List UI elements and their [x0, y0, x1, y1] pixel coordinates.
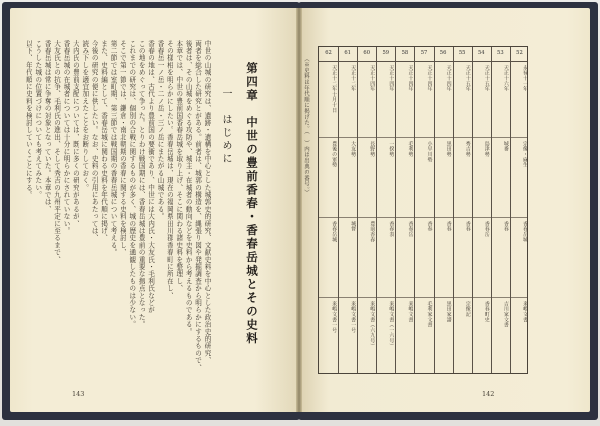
table-column-rule [376, 47, 377, 373]
table-row-rule [319, 217, 527, 218]
body-text-column: 大内氏の豊前支配については、既に多くの研究があるが、 [71, 40, 80, 228]
body-text-column: そこで第一節では、鎌倉・南北朝期の香春に関する史料を検討し、 [118, 40, 127, 256]
table-cell: 香春 [464, 221, 471, 232]
table-cell: 島津勢 [483, 141, 490, 157]
table-column-rule [414, 47, 415, 373]
table-column-rule [453, 47, 454, 373]
body-text-column: この地をめぐって争った。とりわけ戦国期には、香春岳城は豊前の重要な拠点となった。 [137, 40, 146, 328]
table-cell: 小早川勢 [426, 141, 433, 163]
table-cell: 天正十二年十月十日 [331, 65, 338, 113]
page-number-left: 143 [72, 390, 85, 398]
table-header-number: 57 [420, 50, 428, 56]
table-column-rule [395, 47, 396, 373]
body-text-column: 香春の地は、古代より豊前国の要衝であり、中世には大内氏・大友氏・毛利氏などが [146, 40, 155, 314]
page-number-right: 142 [482, 390, 495, 398]
table-row-rule [319, 297, 527, 298]
table-cell: 秀吉勢 [464, 141, 471, 157]
table-cell: 来嶋文書一号 [350, 301, 357, 333]
body-text-column: 香春岳城は常に争奪の対象となっていた。本章では、 [43, 40, 52, 213]
body-text-column: これまでの研究は、個別の合戦に関するものが多く、城の歴史を通観したものは少ない。 [127, 40, 136, 328]
table-cell: 天正十四年 [388, 65, 395, 92]
table-cell: 来嶋文書（一六号） [388, 301, 395, 349]
table-header-number: 54 [477, 50, 485, 56]
table-column-rule [338, 47, 339, 373]
body-text-column: また、史料編として、香春岳城に関わる史料を年代順に掲げ、 [99, 40, 108, 242]
table-column-rule [510, 47, 511, 373]
table-cell: 来嶋文書 [521, 301, 528, 323]
table-header-number: 52 [516, 50, 523, 56]
table-cell: 吉川家文書 [502, 301, 509, 328]
table-cell: 毛利勢 [407, 141, 414, 157]
table-cell: 天正十四年 [369, 65, 376, 92]
table-row-rule [319, 137, 527, 138]
body-text-column: 本章では、中世の豊前国香春岳城を取り上げ、そこに関わる諸史料を整理し、 [174, 40, 183, 292]
table-cell: 天正十五年 [464, 65, 471, 92]
table-cell: 天正十二年 [350, 65, 357, 92]
body-text-column: その様相を明らかにしたい。香春岳城は、現在の福岡県田川郡香春町に所在し、 [165, 40, 174, 300]
table-cell: 天正十四年 [407, 65, 414, 92]
table-cell: 大友勢 [350, 141, 357, 157]
table-cell: 香春 [502, 221, 509, 232]
table-column-rule [434, 47, 435, 373]
table-column-rule [491, 47, 492, 373]
body-text-column: 後者は、その山城をめぐる攻防や、城主・在城者の動向などを史料から考えるものである。 [184, 40, 193, 336]
table-header-number: 53 [497, 50, 504, 56]
table-cell: 香春表 [388, 221, 395, 237]
table-cell: 豊後の軍勢 [331, 141, 338, 168]
table-column-rule [472, 47, 473, 373]
table-cell: 宗像・麻生 [521, 141, 528, 168]
table-cell: 豊前香春 [369, 221, 376, 243]
table-cell: 天正十四年 [445, 65, 452, 92]
body-text-column: 読み下しを適宜加えたことをお断りしておく。 [80, 40, 89, 192]
body-text-column: 香春岳城の在城者については十分に明らかにされていない。 [62, 40, 70, 235]
table-cell: 永禄十一年 [521, 65, 528, 92]
table-cell: 来嶋文書（六九号） [369, 301, 376, 349]
table-cell: 天正十六年 [502, 65, 509, 92]
table-cell: 黒田家譜 [445, 301, 452, 323]
table-cell: 宗像記 [464, 301, 471, 317]
body-text-column: 両者を総合した研究とがある。前者は、城郭の構造を、縄張り図や発掘調査から明らかにするもので、 [193, 40, 202, 372]
table-cell: 一揆勢 [388, 141, 395, 157]
table-cell: 香春 [445, 221, 452, 232]
table-header-number: 60 [363, 50, 371, 56]
table-header-rule [319, 61, 527, 62]
table-note: （※史料は年代順に掲げた。（ ）内は出典の番号。） [303, 56, 309, 196]
table-cell: 来嶋文書 [407, 301, 414, 323]
table-cell: 香春 [426, 221, 433, 232]
history-table [318, 46, 528, 374]
table-cell: 城督 [350, 221, 357, 232]
table-cell: 長野勢 [369, 141, 376, 157]
body-text-column: 第二節では室町期、第三節では戦国期の香春岳城について考える。 [109, 40, 117, 256]
table-cell: 黒田勢 [445, 141, 452, 157]
table-cell: 城番 [502, 141, 509, 152]
table-header-number: 58 [401, 50, 409, 56]
table-cell: 香春町史 [483, 301, 490, 323]
table-header-number: 56 [439, 50, 447, 56]
table-cell: 香春岳 [483, 221, 490, 237]
chapter-title: 第四章 中世の豊前香春・香春岳城とその史料 [245, 62, 259, 346]
body-text-column: 以下、年代順に史料を検討していくことにする。 [24, 40, 33, 199]
body-text-column: 今後の研究の便に供したい。なお、史料の引用にあたっては、 [90, 40, 99, 242]
table-header-number: 55 [458, 50, 466, 56]
table-cell: 毛利家文書 [426, 301, 433, 328]
table-header-number: 59 [382, 50, 390, 56]
table-cell: 天正十五年 [483, 65, 490, 92]
table-cell: 天正十四年 [426, 65, 433, 92]
table-header-number: 61 [344, 50, 351, 56]
table-cell: 来嶋文書一号 [331, 301, 338, 333]
table-cell: 香春岳 [407, 221, 414, 237]
table-column-rule [357, 47, 358, 373]
body-text-column: 香春岳一ノ岳・二ノ岳・三ノ岳にまたがる山城である。 [156, 40, 164, 220]
table-header-number: 62 [325, 50, 332, 56]
table-cell: 香春岳城 [521, 221, 528, 243]
table-cell: 香春岳城 [331, 221, 338, 243]
section-title: 一 はじめに [220, 88, 231, 166]
body-text-column: こうした城の位置づけについても考えてみたい。 [33, 40, 42, 199]
body-text-column: 大友氏との抗争、毛利氏の進出、そして秀吉の九州平定に至るまで、 [52, 40, 61, 264]
body-text-column: 中世の山城の研究は、遺跡・遺構を中心とした城郭史的研究、文献史料を中心とした政治史的研究、 [203, 40, 211, 364]
